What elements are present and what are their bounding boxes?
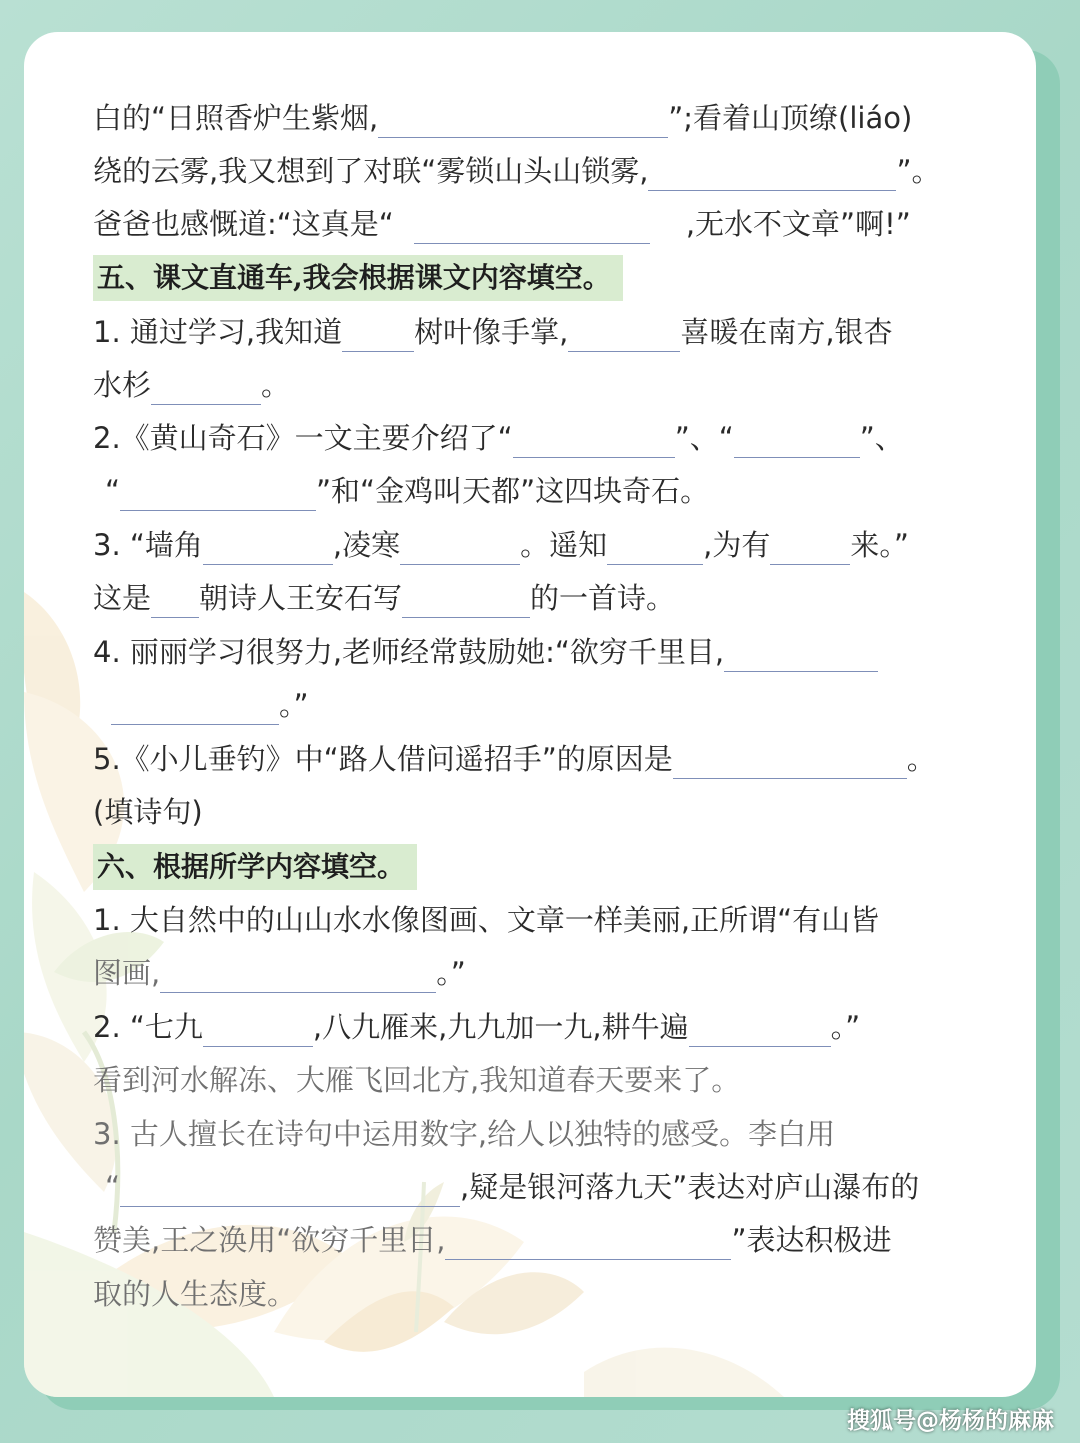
answer-blank[interactable] [568, 315, 680, 352]
answer-blank[interactable] [151, 368, 261, 405]
question-text: 2.《黄山奇石》一文主要介绍了“ [93, 421, 513, 455]
question-text: ”表达积极进 [731, 1223, 892, 1257]
question-5-3-cont [93, 578, 993, 618]
question-text: ”、“ [674, 421, 734, 455]
question-6-3-cont [93, 1167, 993, 1207]
answer-blank[interactable] [378, 101, 668, 138]
question-6-3 [93, 1114, 993, 1154]
question-5-2 [93, 418, 993, 458]
answer-blank[interactable] [402, 581, 530, 618]
question-text: 。” [436, 956, 466, 990]
question-5-4-cont [93, 685, 993, 725]
question-text: 。” [830, 1010, 861, 1044]
answer-blank[interactable] [203, 1010, 313, 1047]
question-text: “ [105, 1170, 121, 1204]
question-text: ,疑是银河落九天”表达对庐山瀑布的 [460, 1170, 920, 1204]
section-5-heading: 五、课文直通车,我会根据课文内容填空。 [93, 255, 623, 301]
answer-blank[interactable] [734, 421, 860, 458]
question-text: 3. “墙角 [93, 528, 203, 562]
intro-text: ,无水不文章”啊!” [685, 207, 911, 241]
question-6-1-cont [93, 953, 993, 993]
question-6-2-cont [93, 1060, 993, 1100]
question-text: 喜暖在南方,银杏 [680, 315, 893, 349]
question-text: 取的人生态度。 [93, 1277, 297, 1311]
watermark: 搜狐号@杨杨的麻麻 [847, 1408, 1054, 1434]
question-text: 树叶像手掌, [414, 315, 569, 349]
question-5-1-cont [93, 365, 993, 405]
question-text: 1. 大自然中的山山水水像图画、文章一样美丽,正所谓“有山皆 [93, 903, 880, 937]
answer-blank[interactable] [445, 1223, 731, 1260]
intro-line-2 [93, 151, 993, 191]
answer-blank[interactable] [160, 956, 436, 993]
question-text: 。” [279, 688, 309, 722]
question-text: 来。” [850, 528, 909, 562]
question-text: (填诗句) [93, 795, 203, 829]
answer-blank[interactable] [414, 207, 650, 244]
question-text: 朝诗人王安石写 [199, 581, 403, 615]
question-text: 的一首诗。 [530, 581, 676, 615]
question-text: 图画, [93, 956, 161, 990]
intro-text: ”;看着山顶缭(liáo) [668, 101, 913, 135]
question-5-5 [93, 739, 993, 779]
question-text: 5.《小儿垂钓》中“路人借问遥招手”的原因是 [93, 742, 673, 776]
question-text: ”、 [859, 421, 904, 455]
question-6-3-cont-2 [93, 1220, 993, 1260]
question-text: 。 [261, 368, 291, 402]
question-5-1 [93, 312, 993, 352]
intro-line-1 [93, 98, 993, 138]
question-text: 2. “七九 [93, 1010, 203, 1044]
intro-text: 爸爸也感慨道:“这真是“ [93, 207, 394, 241]
question-text: 4. 丽丽学习很努力,老师经常鼓励她:“欲穷千里目, [93, 635, 725, 669]
intro-text: 白的“日照香炉生紫烟, [93, 101, 379, 135]
answer-blank[interactable] [770, 528, 850, 565]
intro-text: ”。 [896, 154, 941, 188]
question-text: 水杉 [93, 368, 152, 402]
question-text: 这是 [93, 581, 152, 615]
question-5-2-cont [93, 471, 993, 511]
answer-blank[interactable] [342, 315, 414, 352]
answer-blank[interactable] [120, 474, 316, 511]
question-5-4 [93, 632, 993, 672]
answer-blank[interactable] [151, 581, 199, 618]
question-text: 3. 古人擅长在诗句中运用数字,给人以独特的感受。李白用 [93, 1117, 836, 1151]
answer-blank[interactable] [400, 528, 520, 565]
answer-blank[interactable] [111, 688, 279, 725]
intro-text: 绕的云雾,我又想到了对联“雾锁山头山锁雾, [93, 154, 649, 188]
question-text: ”和“金鸡叫天都”这四块奇石。 [316, 474, 710, 508]
answer-blank[interactable] [203, 528, 333, 565]
section-6-heading: 六、根据所学内容填空。 [93, 844, 417, 890]
question-5-3 [93, 525, 993, 565]
question-text: ,为有 [703, 528, 771, 562]
question-text: “ [105, 474, 121, 508]
question-text: 看到河水解冻、大雁飞回北方,我知道春天要来了。 [93, 1063, 741, 1097]
question-6-1 [93, 900, 993, 940]
question-text: ,凌寒 [332, 528, 401, 562]
question-6-2 [93, 1007, 993, 1047]
answer-blank[interactable] [724, 635, 878, 672]
question-text: 。遥知 [520, 528, 608, 562]
answer-blank[interactable] [513, 421, 675, 458]
answer-blank[interactable] [648, 154, 896, 191]
question-text: 赞美,王之涣用“欲穷千里目, [93, 1223, 446, 1257]
worksheet-card [24, 32, 1036, 1397]
intro-line-3 [93, 204, 993, 244]
question-text: 。 [906, 742, 936, 776]
answer-blank[interactable] [673, 742, 907, 779]
question-6-3-cont-3 [93, 1274, 993, 1314]
question-5-5-cont [93, 792, 993, 832]
answer-blank[interactable] [607, 528, 703, 565]
answer-blank[interactable] [689, 1010, 831, 1047]
question-text: ,八九雁来,九九加一九,耕牛遍 [312, 1010, 689, 1044]
answer-blank[interactable] [120, 1170, 460, 1207]
question-text: 1. 通过学习,我知道 [93, 315, 343, 349]
